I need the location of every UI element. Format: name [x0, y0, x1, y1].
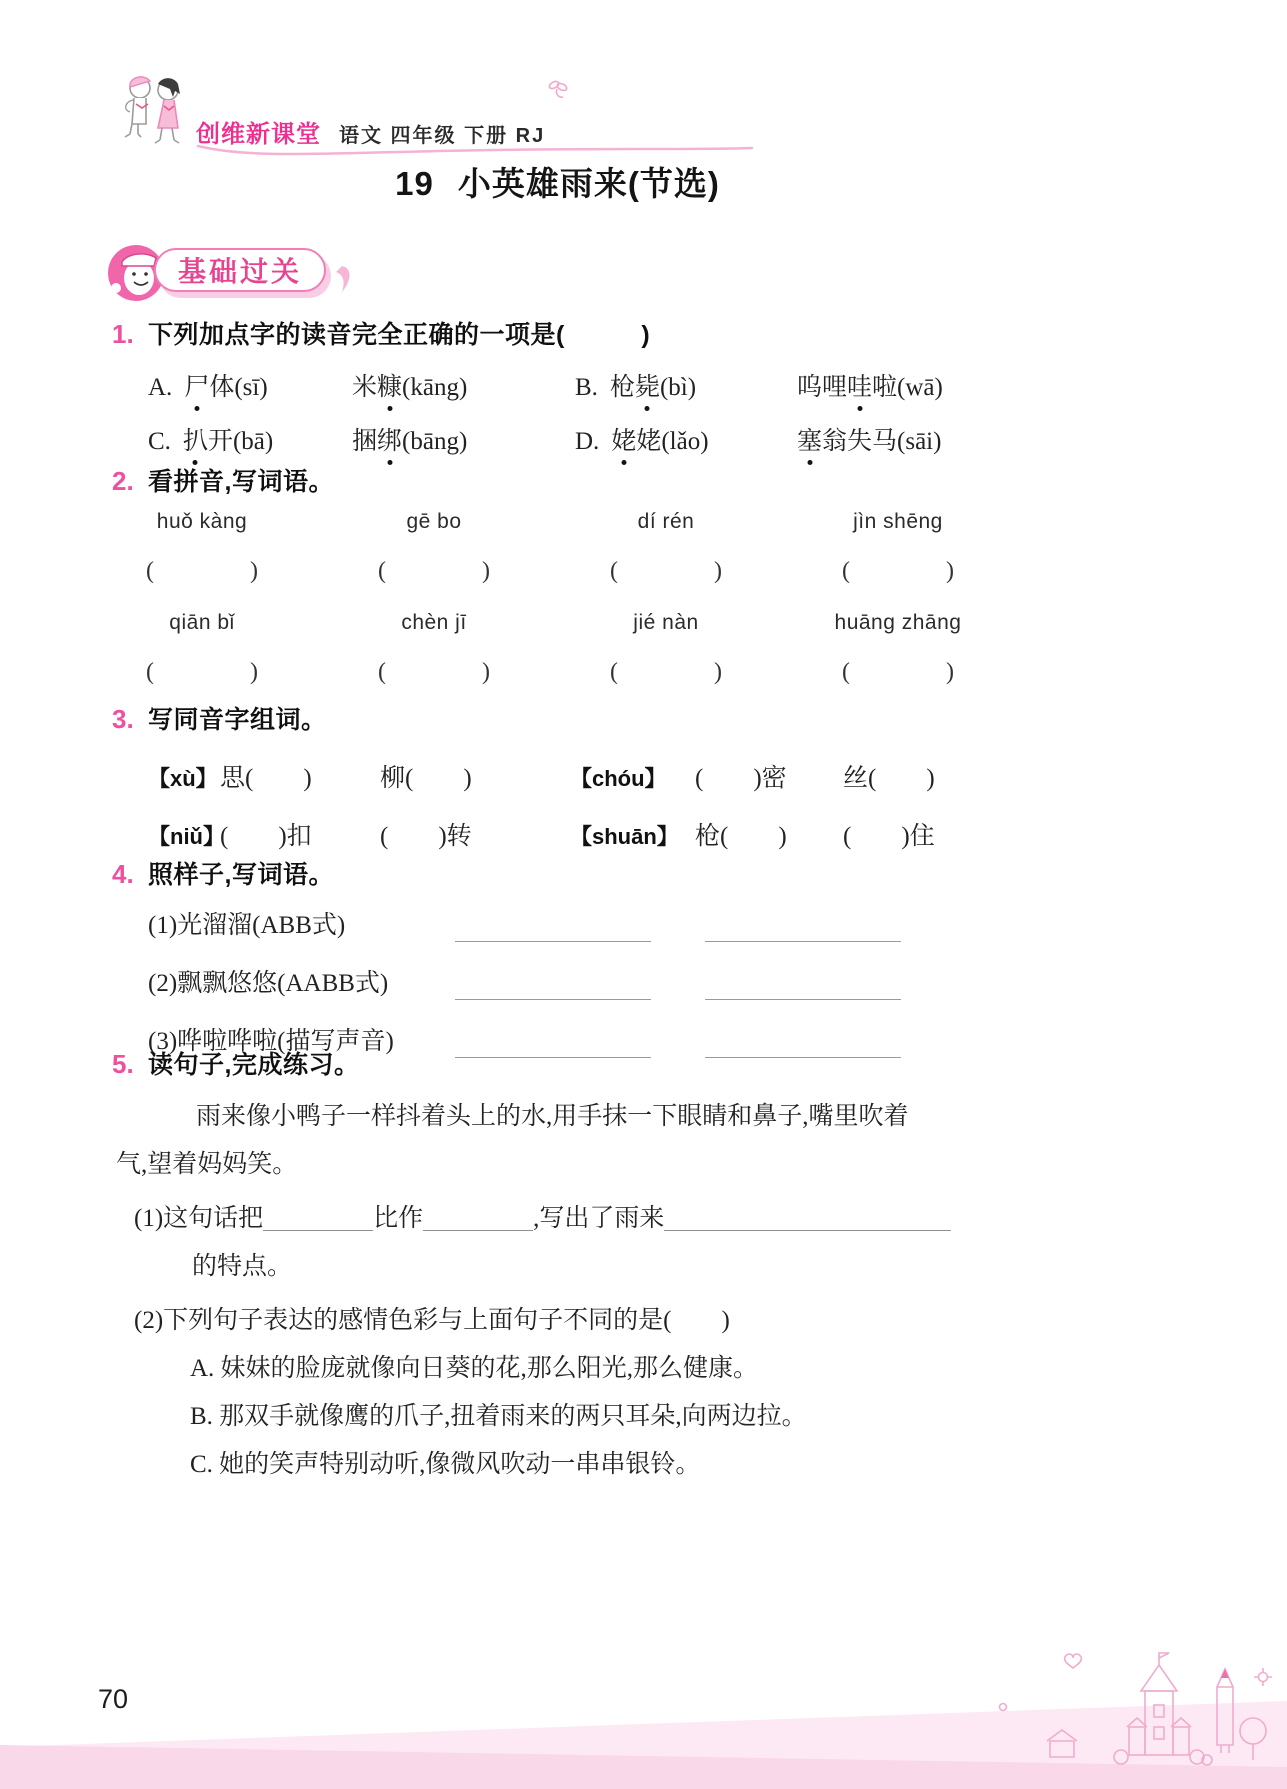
option-a2: 米糠(kāng) [352, 374, 468, 401]
section-label: 基础过关 [177, 256, 302, 287]
answer-line [705, 941, 901, 942]
word-blank: 枪( ) [695, 823, 787, 850]
fill-blank [664, 1205, 951, 1231]
question-stem: 读句子,完成练习。 [148, 1051, 360, 1079]
lesson-title [105, 158, 1010, 205]
emphasized-char: 哇 [847, 374, 873, 401]
option-b2: 呜哩哇啦(wā) [797, 374, 943, 401]
pinyin-key: 【chóu】 [570, 766, 667, 791]
question-5 [112, 1045, 1042, 1489]
answer-bracket: ( ) [378, 659, 490, 685]
pinyin-key: 【xù】 [148, 766, 218, 791]
answer-line [705, 999, 901, 1000]
option-c: C. 扒开(bā) [148, 428, 274, 455]
subquestion-1: (1)这句话把 比作 ,写出了雨来 的特点。 [134, 1195, 1042, 1291]
pinyin: dí rén [637, 510, 695, 533]
answer-bracket: ( ) [842, 659, 954, 685]
pinyin-row-2 [86, 611, 1042, 635]
word-blank: 丝( ) [843, 765, 935, 792]
answer-bracket: ( ) [146, 558, 258, 584]
option-letter: B. [575, 374, 598, 401]
q1-options-row-ab [148, 371, 1042, 405]
answer-line [455, 999, 651, 1000]
pinyin: qiān bǐ [169, 611, 235, 634]
answer-bracket: ( ) [610, 558, 722, 584]
word-blank: 柳( ) [380, 765, 472, 792]
word-blank: 思( ) [220, 765, 312, 792]
answer-bracket: ( ) [146, 659, 258, 685]
question-number: 1. [112, 319, 134, 349]
emphasized-char: 扒 [182, 428, 208, 455]
lesson-name: 小英雄雨来(节选) [457, 165, 720, 202]
pattern-example: (3)哗啦哗啦(描写声音) [148, 1028, 394, 1055]
emphasized-char: 毙 [634, 374, 660, 401]
question-2 [112, 462, 1042, 686]
fill-blank [263, 1205, 373, 1231]
pinyin: chèn jī [401, 611, 467, 634]
answer-brackets-row-1 [86, 550, 1042, 585]
option-letter: D. [575, 428, 600, 455]
pinyin: gē bo [406, 510, 462, 533]
question-stem: 写同音字组词。 [148, 706, 327, 734]
emphasized-char: 尸 [184, 374, 210, 401]
brand-title: 创维新课堂 [196, 121, 321, 148]
question-number: 5. [112, 1049, 134, 1079]
answer-bracket: ( ) [610, 659, 722, 685]
pinyin: jìn shēng [853, 510, 943, 533]
question-number: 2. [112, 466, 134, 496]
lesson-number: 19 [395, 165, 434, 202]
pattern-item-2 [148, 961, 1042, 1007]
fill-blank [423, 1205, 533, 1231]
passage-line: 气,望着妈妈笑。 [116, 1151, 298, 1178]
emphasized-char: 塞 [797, 428, 823, 455]
word-blank: ( )密 [695, 765, 787, 792]
homophone-row-1 [148, 758, 1042, 794]
book-subtitle: 语文 四年级 下册 RJ [339, 125, 546, 147]
question-stem: 下列加点字的读音完全正确的一项是( ) [148, 321, 651, 349]
q5-option-c: C. 她的笑声特别动听,像微风吹动一串串银铃。 [190, 1451, 701, 1478]
castle-pencil-trees-art [995, 1635, 1275, 1785]
passage-line: 雨来像小鸭子一样抖着头上的水,用手抹一下眼睛和鼻子,嘴里吹着 [196, 1103, 909, 1130]
flower-icon [545, 76, 571, 102]
emphasized-char: 糠 [377, 374, 403, 401]
word-blank: ( )扣 [220, 823, 312, 850]
comma-flourish-icon [334, 264, 356, 294]
question-1 [112, 315, 1042, 459]
pattern-item-1 [148, 903, 1042, 949]
option-d2: 塞翁失马(sāi) [797, 428, 942, 455]
emphasized-char: 姥 [611, 428, 637, 455]
pinyin: jié nàn [633, 611, 699, 634]
pinyin-key: 【niǔ】 [148, 824, 225, 849]
option-letter: C. [148, 428, 171, 455]
q5-option-a: A. 妹妹的脸庞就像向日葵的花,那么阳光,那么健康。 [190, 1355, 759, 1382]
question-number: 4. [112, 859, 134, 889]
option-c2: 捆绑(bāng) [352, 428, 468, 455]
pinyin: huǒ kàng [156, 510, 248, 533]
answer-bracket: ( ) [842, 558, 954, 584]
question-3 [112, 700, 1042, 852]
pattern-example: (1)光溜溜(ABB式) [148, 912, 346, 939]
answer-bracket: ( ) [378, 558, 490, 584]
question-number: 3. [112, 704, 134, 734]
question-4 [112, 855, 1042, 1065]
option-letter: A. [148, 374, 173, 401]
q1-options-row-cd [148, 425, 1042, 459]
section-pill [154, 248, 326, 292]
emphasized-char: 绑 [377, 428, 403, 455]
subquestion-2: (2)下列句子表达的感情色彩与上面句子不同的是( ) [134, 1307, 730, 1334]
pinyin-row-1 [86, 510, 1042, 534]
page-number: 70 [98, 1684, 129, 1714]
kids-logo-icon [116, 66, 196, 164]
q5-option-b: B. 那双手就像鹰的爪子,扭着雨来的两只耳朵,向两边拉。 [190, 1403, 807, 1430]
option-b: B. 枪毙(bì) [575, 374, 697, 401]
answer-line [455, 941, 651, 942]
pinyin: huāng zhāng [834, 611, 962, 634]
subquestion-1-tail: 的特点。 [192, 1253, 293, 1280]
question-stem: 看拼音,写词语。 [148, 468, 334, 496]
option-a: A. 尸体(sī) [148, 374, 268, 401]
word-blank: ( )转 [380, 823, 472, 850]
word-blank: ( )住 [843, 823, 935, 850]
pinyin-key: 【shuān】 [570, 824, 679, 849]
option-d: D. 姥姥(lǎo) [575, 428, 709, 455]
answer-brackets-row-2 [86, 651, 1042, 686]
reading-passage [116, 1093, 1042, 1189]
swoosh-line [196, 138, 756, 160]
pattern-example: (2)飘飘悠悠(AABB式) [148, 970, 389, 997]
homophone-row-2 [148, 816, 1042, 852]
question-stem: 照样子,写词语。 [148, 861, 334, 889]
